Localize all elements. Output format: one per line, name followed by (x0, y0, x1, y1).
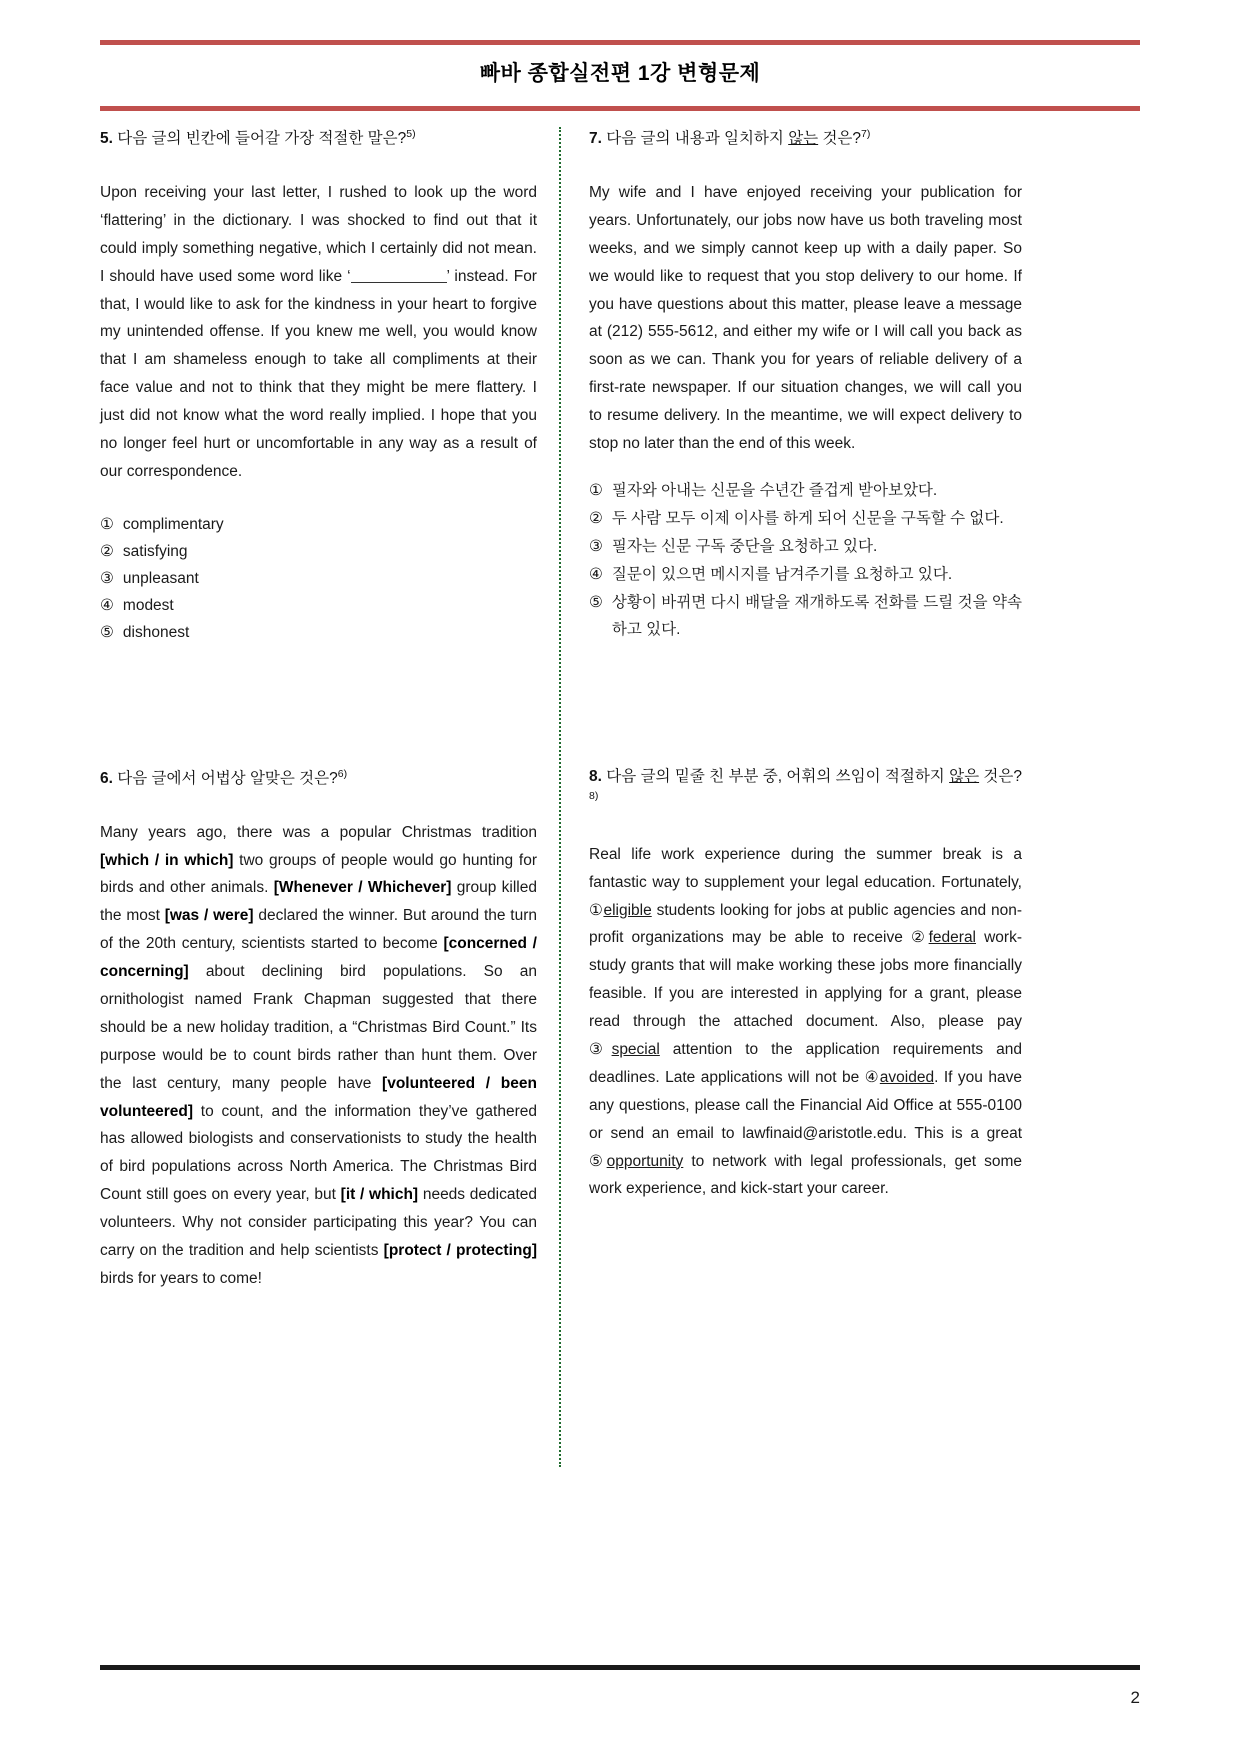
question-7-negation: 않는 (788, 130, 819, 147)
underline-marker-5: ⑤ (589, 1152, 607, 1170)
choice-item[interactable] (589, 590, 1022, 644)
left-column (100, 127, 555, 1467)
passage-segment: attention to the application requirements and deadlines. Late applications will not be (589, 1041, 1022, 1086)
choice-item[interactable] (100, 566, 537, 593)
question-7-header (589, 127, 1022, 151)
grammar-option-pair: [protect / protecting] (383, 1242, 537, 1260)
choice-label: unpleasant (122, 569, 199, 587)
footer-rule (100, 1665, 1140, 1670)
passage-segment: to network with legal professionals, get some work experience, and kick-start your career. (589, 1152, 1022, 1198)
two-column-body (100, 127, 1140, 1467)
choice-label: satisfying (122, 542, 188, 560)
choice-marker: ② (589, 509, 603, 527)
choice-label: 필자는 신문 구독 중단을 요청하고 있다. (611, 537, 878, 555)
choice-label: complimentary (122, 515, 224, 533)
underline-marker-4: ④ (864, 1068, 880, 1086)
question-6-prompt: 다음 글에서 어법상 알맞은 것은? (112, 769, 338, 787)
question-6-header (100, 767, 537, 791)
grammar-option-pair: [concerned / concerning] (100, 935, 537, 981)
question-8-prompt-b: 것은? (979, 767, 1022, 785)
answer-blank (351, 282, 447, 283)
question-5 (100, 127, 537, 647)
choice-marker: ③ (100, 569, 114, 587)
question-6 (100, 767, 537, 1293)
underlined-word-3[interactable]: special (611, 1041, 660, 1058)
grammar-option-pair: [which / in which] (100, 851, 234, 869)
passage-segment: birds for years to come! (100, 1269, 262, 1287)
underlined-word-5[interactable]: opportunity (606, 1152, 684, 1170)
underlined-word-4[interactable]: avoided (879, 1068, 935, 1086)
right-column (567, 127, 1022, 1467)
choice-label: modest (122, 596, 174, 614)
choice-item[interactable] (589, 562, 1022, 589)
choice-item[interactable] (589, 478, 1022, 505)
grammar-option-pair: [it / which] (340, 1186, 419, 1204)
passage-segment: needs dedicated volunteers. Why not consider participating this year? You can carry on the tradition and help scientists (100, 1186, 537, 1260)
choice-item[interactable] (100, 512, 537, 539)
question-8-footnote: 8) (589, 789, 599, 802)
question-5-passage-part1: Upon receiving your last letter, I rushed to look up the word ‘flattering’ in the dictionary. I was shocked to find out that it could imply something negative, which I certainly did not mean. I should have used some word like ‘ (100, 184, 537, 285)
passage-segment: group killed the most (100, 879, 537, 925)
question-7-choices (589, 478, 1022, 644)
choice-marker: ④ (100, 596, 114, 614)
page-title: 빠바 종합실전편 1강 변형문제 (479, 62, 761, 85)
grammar-option-pair: [was / were] (164, 907, 254, 925)
grammar-option-pair: [volunteered / been volunteered] (100, 1074, 537, 1120)
question-7-prompt-a: 다음 글의 내용과 일치하지 (601, 130, 789, 147)
question-6-passage (100, 819, 537, 1293)
passage-segment: Real life work experience during the summer break is a fantastic way to supplement your legal education. Fortunately, (589, 845, 1022, 891)
question-8-number: 8. (589, 767, 602, 785)
passage-segment: about declining bird populations. So an ornithologist named Frank Chapman suggested that there should be a new holiday tradition, a “Christmas Bird Count.” Its purpose would be to count birds rather than hunt them. Over the last century, many people have (100, 963, 537, 1092)
choice-label: 질문이 있으면 메시지를 남겨주기를 요청하고 있다. (611, 565, 953, 583)
page-number: 2 (1130, 1688, 1140, 1707)
choice-marker: ① (589, 481, 603, 499)
choice-item[interactable] (100, 620, 537, 647)
passage-segment: to count, and the information they’ve gathered has allowed biologists and conservationists to study the health of bird populations across North America. The Christmas Bird Count still goes on every year, but (100, 1102, 537, 1204)
underline-marker-3: ③ (589, 1041, 612, 1058)
question-5-passage-part2: ’ instead. For that, I would like to ask for the kindness in your heart to forgive my unintended offense. If you knew me well, you would know that I am shameless enough to take all compliments at their face value and not to think that they might be mere flattery. I just did not know what the word really implied. I hope that you no longer feel hurt or uncomfortable in any way as a result of our correspondence. (100, 267, 537, 480)
question-5-passage (100, 179, 537, 486)
choice-item[interactable] (589, 506, 1022, 533)
question-5-number: 5. (100, 130, 113, 147)
question-6-footnote: 6) (337, 767, 348, 780)
choice-item[interactable] (100, 593, 537, 620)
question-7-number: 7. (589, 130, 602, 147)
passage-segment: work-study grants that will make working these jobs more financially feasible. If you are interested in applying for a grant, please read through the attached document. Also, please pay (589, 929, 1022, 1031)
passage-segment: Many years ago, there was a popular Christmas tradition (100, 823, 537, 841)
choice-label: 상황이 바뀌면 다시 배달을 재개하도록 전화를 드릴 것을 약속하고 있다. (611, 593, 1022, 638)
choice-marker: ⑤ (100, 623, 114, 641)
choice-marker: ④ (589, 565, 603, 583)
passage-segment: . If you have any questions, please call the Financial Aid Office at 555-0100 or send an email to lawfinaid@aristotle.edu. This is a great (589, 1068, 1022, 1142)
question-8-passage (589, 841, 1022, 1204)
underlined-word-2[interactable]: federal (928, 929, 977, 947)
header-rule-bottom (100, 106, 1140, 111)
passage-segment: declared the winner. But around the turn of the 20th century, scientists started to become (100, 907, 537, 953)
choice-label: 두 사람 모두 이제 이사를 하게 되어 신문을 구독할 수 없다. (611, 509, 1004, 527)
underline-marker-2: ② (910, 929, 929, 947)
question-7 (589, 127, 1022, 644)
question-5-footnote: 5) (406, 127, 416, 140)
passage-segment: students looking for jobs at public agencies and non-profit organizations may be able to receive (589, 901, 1022, 947)
choice-marker: ⑤ (589, 593, 603, 611)
choice-label: 필자와 아내는 신문을 수년간 즐겁게 받아보았다. (611, 481, 938, 499)
question-8-negation: 않은 (949, 767, 980, 785)
question-5-choices (100, 512, 537, 647)
question-5-header (100, 127, 537, 151)
question-spacer (589, 645, 1022, 765)
choice-label: dishonest (122, 623, 190, 641)
question-7-prompt-b: 것은? (818, 130, 862, 147)
question-spacer (100, 647, 537, 767)
question-8 (589, 765, 1022, 1204)
question-7-footnote: 7) (861, 127, 871, 140)
passage-segment: two groups of people would go hunting for birds and other animals. (100, 851, 537, 897)
choice-marker: ① (100, 515, 114, 533)
choice-item[interactable] (589, 534, 1022, 561)
choice-marker: ② (100, 542, 114, 560)
underlined-word-1[interactable]: eligible (603, 901, 652, 919)
column-divider (559, 127, 561, 1467)
question-7-passage: My wife and I have enjoyed receiving your publication for years. Unfortunately, our jobs now have us both traveling most weeks, and we simply cannot keep up with a daily paper. So we would like to request that you stop delivery to our home. If you have questions about this matter, please leave a message at (212) 555-5612, and either my wife or I will call you back as soon as we can. Thank you for years of reliable delivery of a first-rate newspaper. If our situation changes, we will call you to resume delivery. In the meantime, we will expect delivery to stop no later than the end of this week. (589, 184, 1022, 453)
choice-item[interactable] (100, 539, 537, 566)
underline-marker-1: ① (589, 901, 604, 919)
question-5-prompt: 다음 글의 빈칸에 들어갈 가장 적절한 말은? (112, 130, 407, 147)
question-8-prompt-a: 다음 글의 밑줄 친 부분 중, 어휘의 쓰임이 적절하지 (601, 767, 950, 785)
grammar-option-pair: [Whenever / Whichever] (273, 879, 452, 897)
question-6-number: 6. (100, 769, 113, 787)
choice-marker: ③ (589, 537, 603, 555)
question-8-header (589, 765, 1022, 813)
